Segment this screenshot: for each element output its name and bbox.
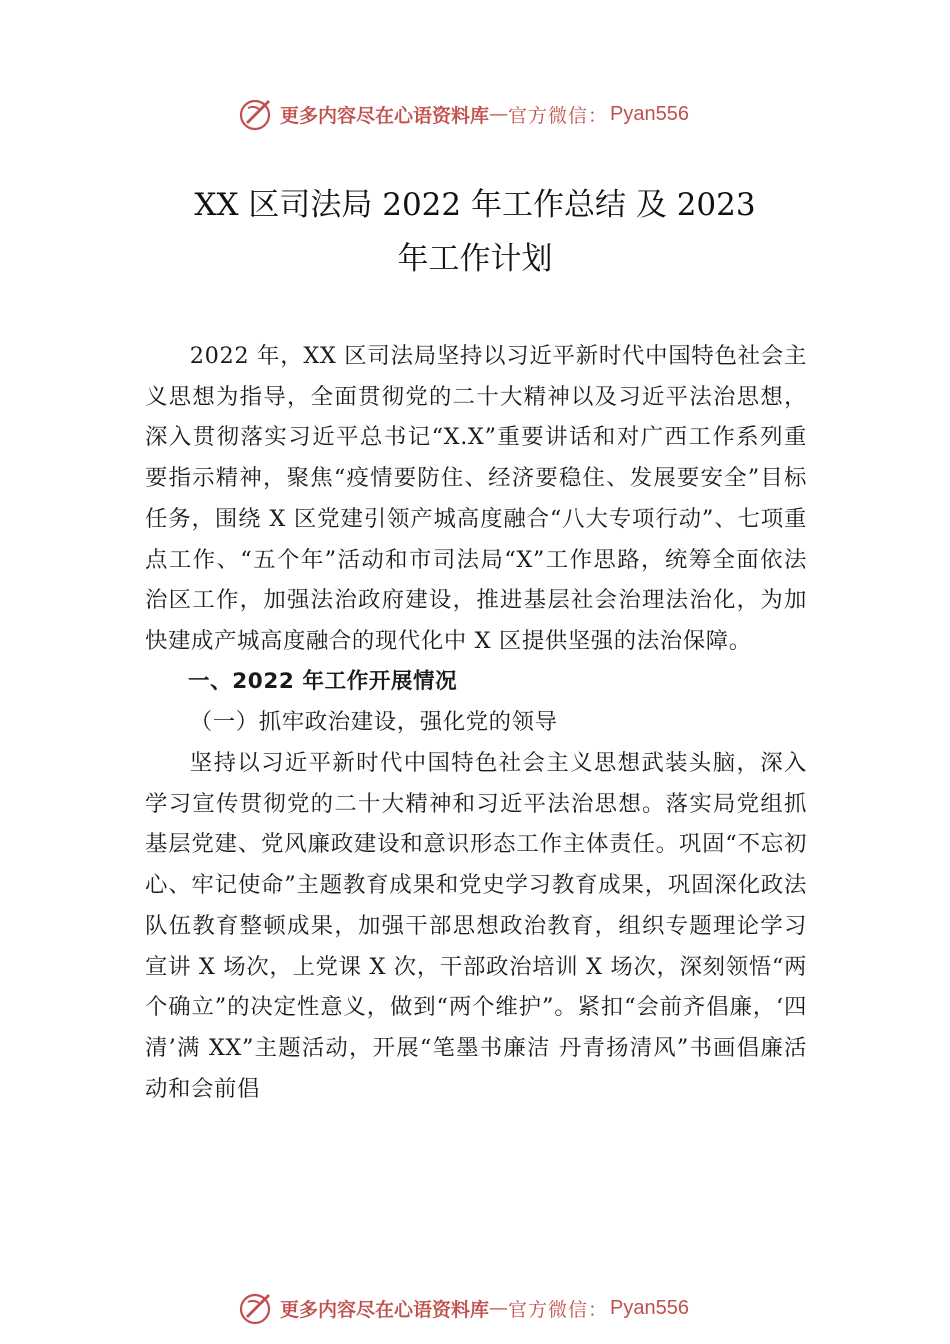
document-title: [145, 178, 805, 286]
subsection-paragraph: 坚持以习近平新时代中国特色社会主义思想武装头脑，深入学习宣传贯彻党的二十大精神和习近平法治思想。落实局党组抓基层党建、党风廉政建设和意识形态工作主体责任。巩固“不忘初心、牢记使命”主题教育成果和党史学习教育成果，巩固深化政法队伍教育整顿成果，加强干部思想政治教育，组织专题理论学习宣讲 X 场次，上党课 X 次，干部政治培训 X 场次，深刻领悟“两个确立”的决定性意义，做到“两个维护”。紧扣“会前齐倡廉，‘四清’满 XX”主题活动，开展“笔墨书廉洁 丹青扬清风”书画倡廉活动和会前倡: [145, 750, 807, 1102]
watermark-contact-label: 官方微信：: [508, 1298, 609, 1321]
subsection-heading: （一）抓牢政治建设，强化党的领导: [189, 709, 558, 736]
watermark-wechat-id: Pyan556: [610, 1296, 689, 1319]
title-line-2: 年工作计划: [397, 241, 553, 277]
watermark-separator: —: [489, 1297, 509, 1319]
watermark-brand: 更多内容尽在心语资料库: [280, 1298, 490, 1321]
brush-logo-icon: [238, 1290, 274, 1326]
watermark-separator: —: [489, 103, 509, 125]
watermark-contact-label: 官方微信：: [508, 104, 609, 127]
watermark-banner-bottom: [238, 1288, 689, 1328]
document-body: [145, 336, 807, 1109]
title-line-1: XX 区司法局 2022 年工作总结 及 2023: [194, 187, 756, 223]
watermark-brand: 更多内容尽在心语资料库: [280, 104, 490, 127]
intro-paragraph: 2022 年，XX 区司法局坚持以习近平新时代中国特色社会主义思想为指导，全面贯彻党的二十大精神以及习近平法治思想，深入贯彻落实习近平总书记“X.X”重要讲话和对广西工作系列重要指示精神，聚焦“疫情要防住、经济要稳住、发展要安全”目标任务，围绕 X 区党建引领产城高度融合“八大专项行动”、七项重点工作、“五个年”活动和市司法局“X”工作思路，统筹全面依法治区工作，加强法治政府建设，推进基层社会治理法治化，为加快建成产城高度融合的现代化中 X 区提供坚强的法治保障。: [145, 343, 807, 654]
brush-logo-icon: [238, 96, 274, 132]
watermark-banner-top: [238, 94, 689, 134]
section-heading: 一、2022 年工作开展情况: [188, 668, 458, 694]
watermark-wechat-id: Pyan556: [610, 102, 689, 125]
